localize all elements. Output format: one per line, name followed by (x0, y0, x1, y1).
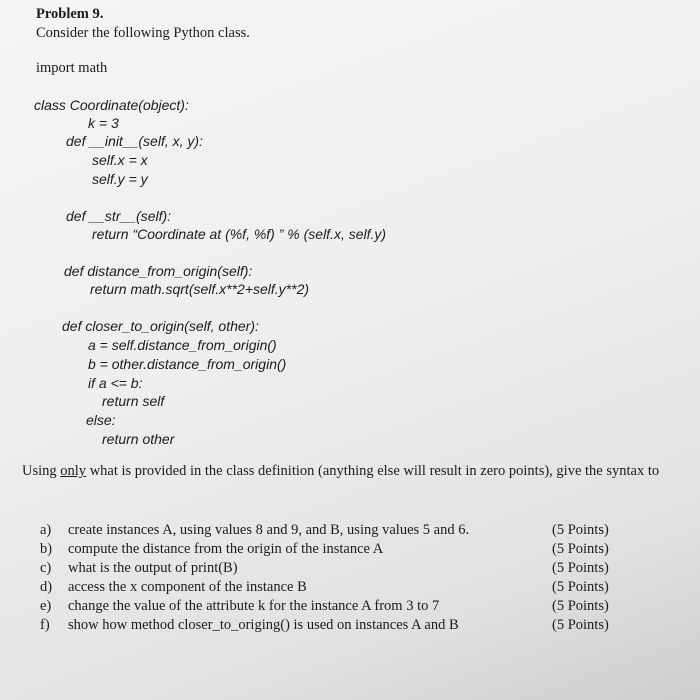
question-letter: b) (40, 541, 53, 557)
question-e (40, 598, 439, 615)
question-c (40, 560, 238, 577)
instructions-before: Using (22, 463, 61, 479)
question-a-points: (5 Points) (552, 522, 609, 538)
code-line-distance: def distance_from_origin(self): (64, 263, 253, 279)
problem-intro: Consider the following Python class. (36, 25, 250, 41)
question-letter: e) (40, 598, 52, 614)
question-text: change the value of the attribute k for the instance A from 3 to 7 (68, 598, 440, 614)
instructions-paragraph (22, 462, 682, 480)
question-text: compute the distance from the origin of the instance A (68, 541, 384, 557)
question-text: access the x component of the instance B (68, 579, 307, 595)
code-line-k: k = 3 (88, 115, 119, 131)
code-line-return-self: return self (102, 393, 165, 409)
question-letter: c) (40, 560, 52, 576)
question-letter: f) (40, 617, 50, 633)
code-line-self-x: self.x = x (92, 152, 148, 168)
question-d (40, 579, 307, 596)
code-line-if: if a <= b: (88, 375, 143, 391)
question-c-points: (5 Points) (552, 560, 609, 576)
question-b-points: (5 Points) (552, 541, 609, 557)
code-line-closer: def closer_to_origin(self, other): (62, 318, 259, 334)
question-f (40, 617, 459, 634)
code-class-line: class Coordinate(object): (34, 97, 189, 113)
question-letter: d) (40, 579, 53, 595)
question-d-points: (5 Points) (552, 579, 609, 595)
question-text: create instances A, using values 8 and 9, and B, using values 5 and 6. (68, 522, 470, 538)
code-line-str-return: return “Coordinate at (%f, %f) ” % (self.x, self.y) (92, 226, 387, 242)
code-line-distance-return: return math.sqrt(self.x**2+self.y**2) (90, 281, 310, 297)
problem-title: Problem 9. (36, 6, 104, 22)
instructions-after: what is provided in the class definition (anything else will result in zero points), give the syntax to (86, 463, 660, 479)
code-line-else: else: (86, 412, 116, 428)
code-line-self-y: self.y = y (92, 171, 148, 187)
code-line-str: def __str__(self): (66, 208, 172, 224)
question-text: what is the output of print(B) (68, 560, 238, 576)
question-letter: a) (40, 522, 52, 538)
code-line-b: b = other.distance_from_origin() (88, 356, 287, 372)
question-text: show how method closer_to_origing() is used on instances A and B (68, 617, 459, 633)
question-b (40, 541, 383, 558)
code-line-a: a = self.distance_from_origin() (88, 337, 277, 353)
question-f-points: (5 Points) (552, 617, 609, 633)
code-import-line: import math (36, 60, 108, 76)
code-line-return-other: return other (102, 431, 175, 447)
code-line-init: def __init__(self, x, y): (66, 133, 203, 149)
question-a (40, 522, 469, 539)
question-e-points: (5 Points) (552, 598, 609, 614)
instructions-emphasis: only (60, 463, 87, 479)
